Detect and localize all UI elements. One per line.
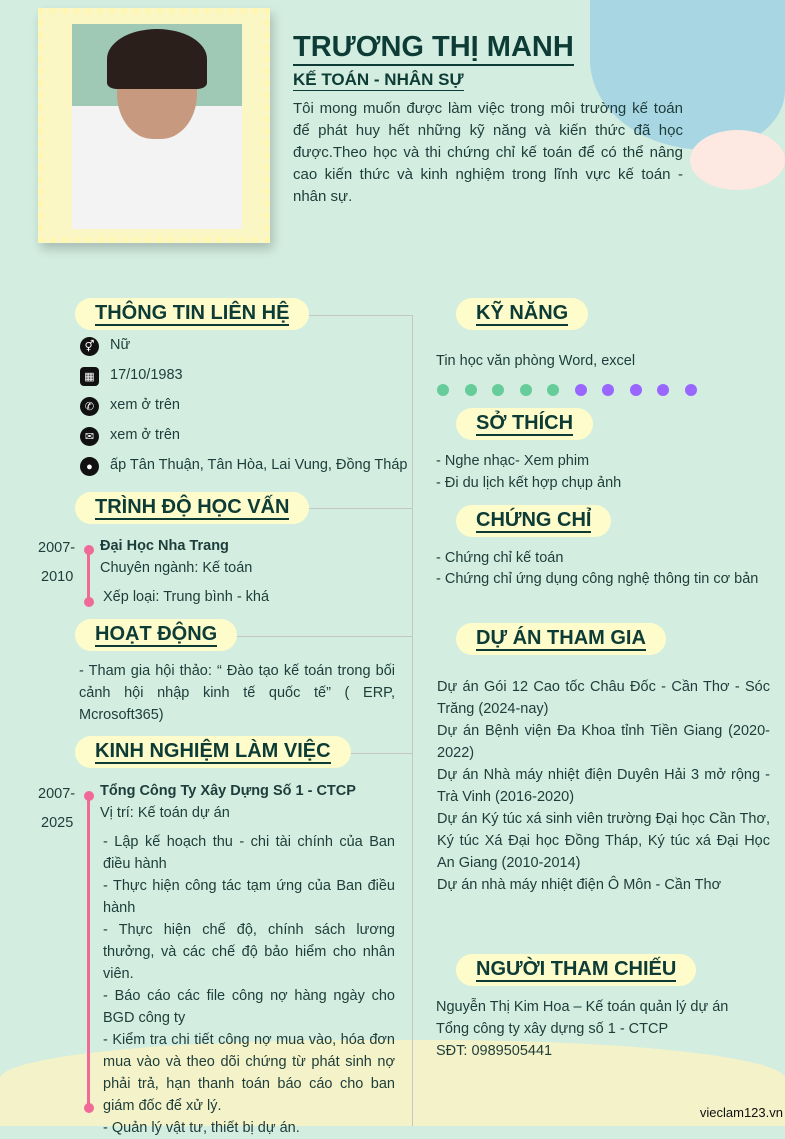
timeline-line — [87, 550, 90, 600]
footer-brand: vieclam123.vn — [699, 1105, 783, 1120]
location-icon: ● — [80, 457, 99, 476]
profile-photo-frame — [38, 8, 270, 243]
reference-line: SĐT: 0989505441 — [436, 1043, 553, 1059]
skill-dot-filled — [465, 384, 477, 396]
section-header-skills: KỸ NĂNG — [456, 298, 588, 330]
section-header-education: TRÌNH ĐỘ HỌC VẤN — [75, 492, 309, 524]
contact-email: xem ở trên — [110, 427, 180, 443]
section-header-hobbies: SỞ THÍCH — [456, 408, 593, 440]
duty-item: - Báo cáo các file công nợ hàng ngày cho BGD công ty — [103, 988, 395, 1026]
section-header-activities: HOẠT ĐỘNG — [75, 619, 237, 651]
skill-dot-empty — [602, 384, 614, 396]
skill-dot-empty — [657, 384, 669, 396]
section-header-contact: THÔNG TIN LIÊN HỆ — [75, 298, 309, 330]
skill-dot-filled — [437, 384, 449, 396]
duty-item: - Thực hiện công tác tạm ứng của Ban điều hành — [103, 878, 395, 916]
skill-dot-filled — [547, 384, 559, 396]
profile-photo — [72, 24, 242, 229]
email-icon: ✉ — [80, 427, 99, 446]
contact-birthday: 17/10/1983 — [110, 367, 183, 383]
certificate-item: - Chứng chỉ ứng dụng công nghệ thông tin cơ bản — [436, 571, 759, 587]
timeline-dot — [84, 597, 94, 607]
phone-icon: ✆ — [80, 397, 99, 416]
candidate-position: KẾ TOÁN - NHÂN SỰ — [293, 70, 464, 89]
duty-item: - Quản lý vật tư, thiết bị dự án. — [103, 1120, 300, 1136]
reference-line: Tổng công ty xây dựng số 1 - CTCP — [436, 1021, 669, 1037]
divider — [300, 315, 412, 316]
experience-company: Tổng Công Ty Xây Dựng Số 1 - CTCP — [100, 783, 356, 799]
section-header-projects: DỰ ÁN THAM GIA — [456, 623, 666, 655]
skill-dot-empty — [575, 384, 587, 396]
education-year-from: 2007- — [38, 540, 76, 556]
activities-text: - Tham gia hội thảo: “ Đào tạo kế toán trong bối cảnh hội nhập kinh tế quốc tế” ( ERP, Mcrosoft365) — [79, 663, 395, 723]
duty-item: - Thực hiện chế độ, chính sách lương thưởng, và các chế độ bảo hiểm cho nhân viên. — [103, 922, 395, 982]
timeline-line — [87, 796, 90, 1108]
duty-item: - Lập kế hoạch thu - chi tài chính của Ban điều hành — [103, 834, 395, 872]
project-item: Dự án Ký túc xá sinh viên trường Đại học Cần Thơ, Ký túc Xá Đại học Đồng Tháp, Ký túc xá Đại Học An Giang (2010-2014) — [437, 811, 770, 871]
experience-year-to: 2025 — [41, 815, 74, 831]
reference-line: Nguyễn Thị Kim Hoa – Kế toán quản lý dự án — [436, 999, 729, 1015]
skill-dot-empty — [630, 384, 642, 396]
certificate-item: - Chứng chỉ kế toán — [436, 550, 564, 566]
skill-dot-filled — [520, 384, 532, 396]
education-grade: Xếp loại: Trung bình - khá — [103, 589, 270, 605]
project-item: Dự án Gói 12 Cao tốc Châu Đốc - Cần Thơ - Sóc Trăng (2024-nay) — [437, 679, 770, 717]
career-objective: Tôi mong muốn được làm việc trong môi trường kế toán để phát huy hết những kỹ năng và kiến thức đã học được.Theo học và thi chứng chỉ kế toán để có thể nâng cao kiến thức và kinh nghiệm trong lĩnh vực kế toán - nhân sự. — [293, 100, 683, 205]
divider — [220, 636, 412, 637]
experience-duties — [103, 831, 395, 1139]
project-item: Dự án nhà máy nhiệt điện Ô Môn - Cần Thơ — [437, 877, 722, 893]
duty-item: - Kiểm tra chi tiết công nợ mua vào, hóa đơn mua vào và theo dõi chứng từ phát sinh nợ phải trả, hạn thanh toán báo cáo cho ban giám đốc để xử lý. — [103, 1032, 395, 1114]
projects-list — [437, 676, 770, 896]
gender-icon: ⚥ — [80, 337, 99, 356]
education-major: Chuyên ngành: Kế toán — [100, 560, 253, 576]
contact-address: ấp Tân Thuận, Tân Hòa, Lai Vung, Đồng Tháp — [110, 457, 408, 473]
skill-name: Tin học văn phòng Word, excel — [436, 353, 636, 369]
candidate-name: TRƯƠNG THỊ MANH — [293, 30, 574, 66]
contact-gender: Nữ — [110, 337, 131, 353]
contact-phone: xem ở trên — [110, 397, 180, 413]
skill-dot-empty — [685, 384, 697, 396]
section-header-certificates: CHỨNG CHỈ — [456, 505, 611, 537]
experience-role: Vị trí: Kế toán dự án — [100, 805, 230, 821]
calendar-icon: ▦ — [80, 367, 99, 386]
column-divider — [412, 315, 413, 1126]
section-header-experience: KINH NGHIỆM LÀM VIỆC — [75, 736, 351, 768]
project-item: Dự án Nhà máy nhiệt điện Duyên Hải 3 mở rộng - Trà Vinh (2016-2020) — [437, 767, 770, 805]
education-school: Đại Học Nha Trang — [100, 538, 229, 554]
experience-year-from: 2007- — [38, 786, 76, 802]
project-item: Dự án Bệnh viện Đa Khoa tỉnh Tiền Giang (2020-2022) — [437, 723, 770, 761]
education-year-to: 2010 — [41, 569, 74, 585]
hobby-item: - Đi du lịch kết hợp chụp ảnh — [436, 475, 622, 491]
section-header-references: NGƯỜI THAM CHIẾU — [456, 954, 696, 986]
skill-dot-filled — [492, 384, 504, 396]
hobby-item: - Nghe nhạc- Xem phim — [436, 453, 590, 469]
timeline-dot — [84, 1103, 94, 1113]
decor-cloud — [690, 130, 785, 190]
